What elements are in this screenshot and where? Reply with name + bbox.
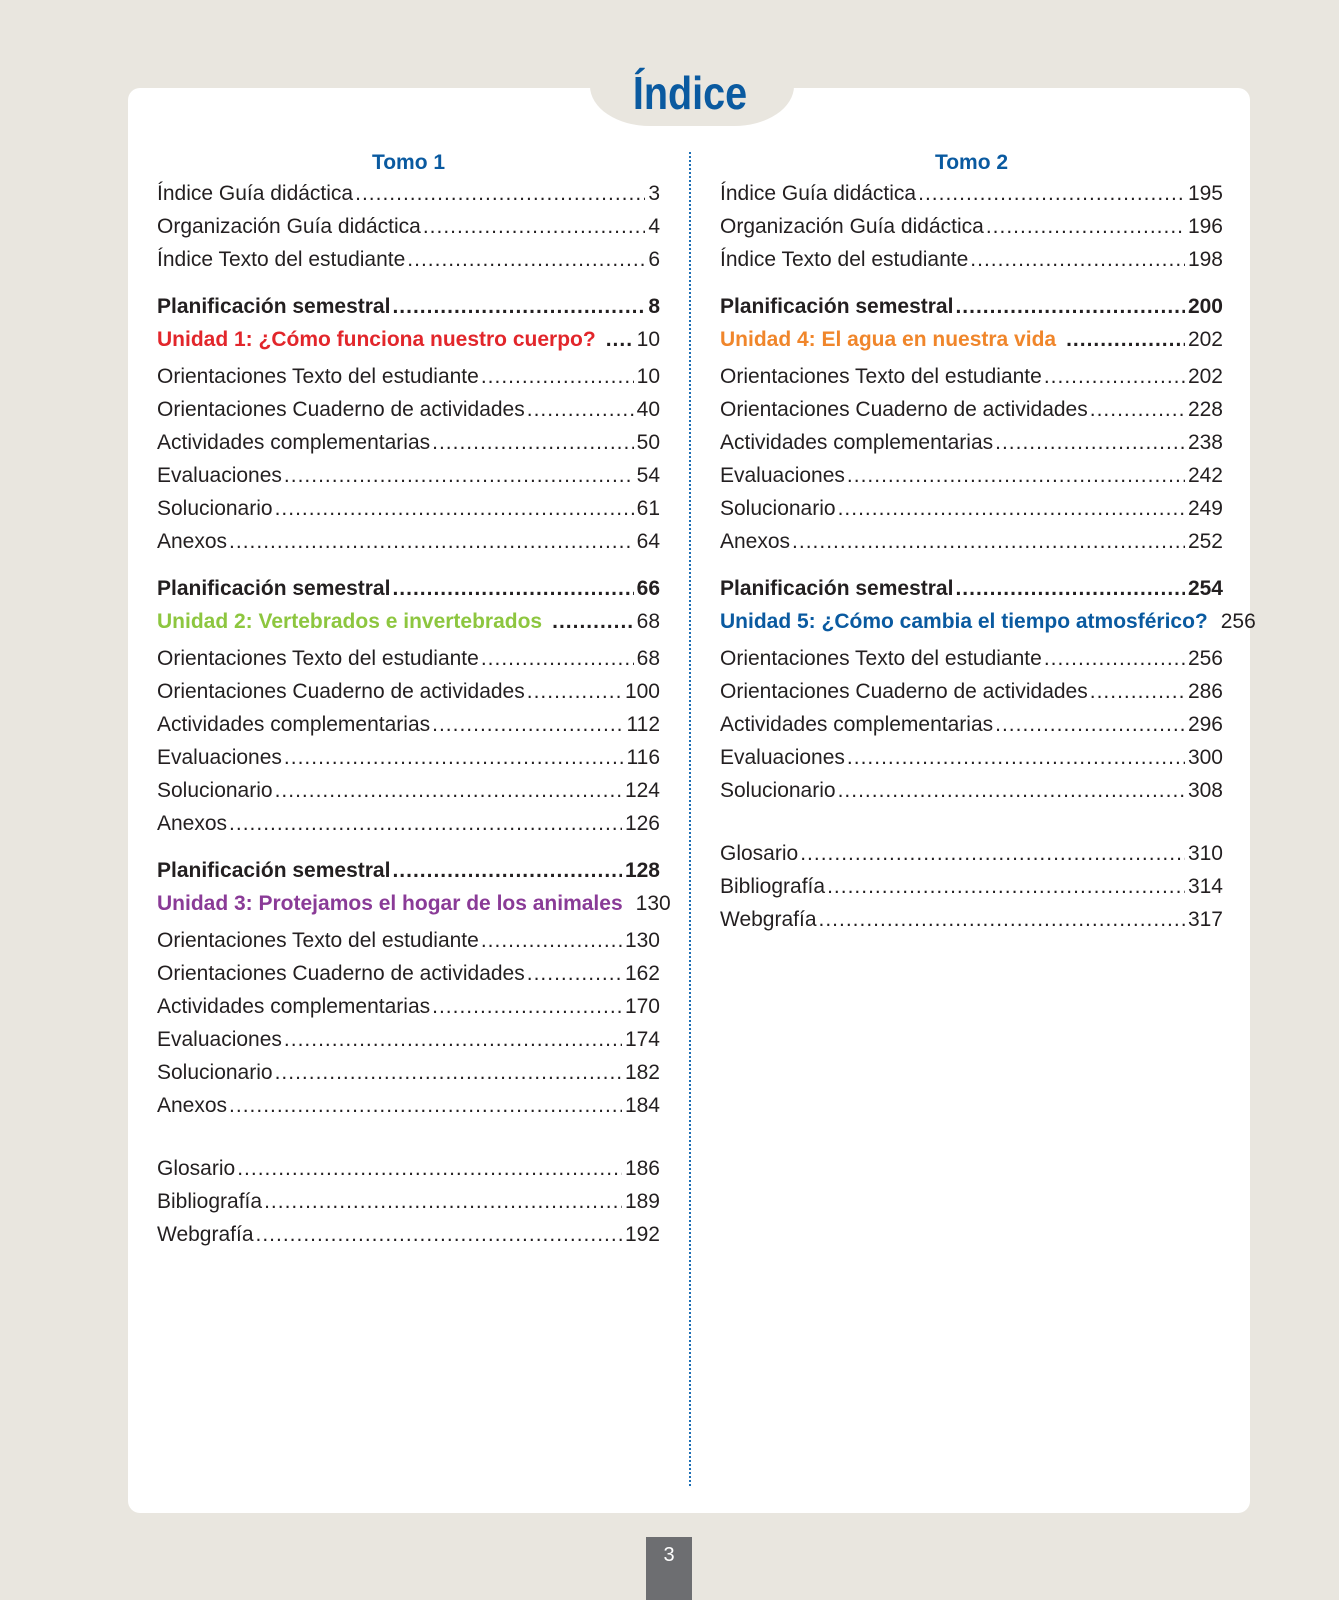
entry-label: Actividades complementarias: [720, 713, 994, 736]
spacer: [720, 281, 1223, 295]
entry-label: Actividades complementarias: [157, 431, 431, 454]
dot-leader: [392, 295, 645, 319]
toc-entry-intro[interactable]: [720, 215, 1223, 248]
entry-page-number: 296: [1187, 713, 1223, 736]
entry-label: Orientaciones Texto del estudiante: [157, 929, 479, 952]
entry-page-number: 64: [636, 530, 660, 553]
dot-leader: [264, 1190, 622, 1214]
toc-entry-appendix[interactable]: [157, 1223, 660, 1256]
entry-label: Orientaciones Cuaderno de actividades: [720, 680, 1088, 703]
entry-page-number: 252: [1187, 530, 1223, 553]
dot-leader: [237, 1157, 622, 1181]
entry-page-number: 300: [1187, 746, 1223, 769]
entry-page-number: 195: [1187, 182, 1223, 205]
entry-label: Evaluaciones: [720, 464, 845, 487]
tomo-1-column: [157, 148, 671, 1256]
toc-entry-appendix[interactable]: [157, 1157, 660, 1190]
toc-entry-section[interactable]: [157, 1028, 660, 1061]
toc-entry-planificacion[interactable]: [720, 295, 1223, 328]
entry-label: Planificación semestral: [720, 295, 954, 318]
entry-page-number: 184: [624, 1094, 660, 1117]
entry-label: Orientaciones Cuaderno de actividades: [157, 398, 525, 421]
entry-page-number: 126: [624, 812, 660, 835]
toc-entry-planificacion[interactable]: [720, 577, 1223, 610]
entry-page-number: 68: [636, 647, 660, 670]
entry-label: Bibliografía: [157, 1190, 263, 1213]
toc-entry-section[interactable]: [157, 497, 660, 530]
toc-entries: [720, 182, 1256, 941]
entry-page-number: 249: [1187, 497, 1223, 520]
entry-label: Anexos: [720, 530, 791, 553]
entry-page-number: 116: [626, 746, 660, 769]
entry-label: Actividades complementarias: [157, 713, 431, 736]
spacer: [157, 1127, 660, 1157]
dot-leader: [995, 713, 1185, 737]
dot-leader: [1090, 680, 1185, 704]
entry-page-number: 228: [1187, 398, 1223, 421]
entry-label: Webgrafía: [157, 1223, 254, 1246]
spacer: [720, 563, 1223, 577]
spacer: [720, 812, 1223, 842]
toc-entry-section[interactable]: [157, 431, 660, 464]
entry-page-number: 10: [636, 328, 660, 351]
entry-label: Unidad 3: Protejamos el hogar de los animales: [157, 892, 623, 915]
entry-page-number: 66: [636, 577, 660, 600]
entry-page-number: 256: [1220, 610, 1256, 633]
dot-leader: [838, 779, 1185, 803]
dot-leader: [955, 295, 1185, 319]
toc-entry-section[interactable]: [720, 680, 1223, 713]
entry-label: Índice Guía didáctica: [720, 182, 917, 205]
dot-leader: [275, 779, 622, 803]
entry-page-number: 100: [624, 680, 660, 703]
entry-page-number: 170: [624, 995, 660, 1018]
entry-label: Planificación semestral: [157, 859, 391, 882]
toc-entry-section[interactable]: [720, 497, 1223, 530]
entry-page-number: 3: [648, 182, 660, 205]
entry-page-number: 310: [1187, 842, 1223, 865]
entry-label: Bibliografía: [720, 875, 826, 898]
entry-label: Organización Guía didáctica: [157, 215, 421, 238]
entry-label: Actividades complementarias: [157, 995, 431, 1018]
dot-leader: [847, 746, 1185, 770]
entry-label: Anexos: [157, 812, 228, 835]
dot-leader: [1044, 365, 1185, 389]
entry-page-number: 286: [1187, 680, 1223, 703]
entry-page-number: 254: [1187, 577, 1223, 600]
dot-leader: [527, 962, 622, 986]
entry-page-number: 174: [624, 1028, 660, 1051]
toc-entry-appendix[interactable]: [720, 842, 1223, 875]
toc-entry-section[interactable]: [720, 365, 1223, 398]
toc-entry-unit-title[interactable]: [157, 610, 660, 643]
toc-entry-section[interactable]: [157, 713, 660, 746]
dot-leader: [970, 248, 1185, 272]
entry-label: Anexos: [157, 1094, 228, 1117]
dot-leader: [552, 610, 634, 634]
toc-entry-appendix[interactable]: [157, 1190, 660, 1223]
toc-entry-intro[interactable]: [157, 248, 660, 281]
toc-entry-section[interactable]: [720, 746, 1223, 779]
dot-leader: [792, 530, 1185, 554]
entry-page-number: 238: [1187, 431, 1223, 454]
entry-page-number: 196: [1187, 215, 1223, 238]
dot-leader: [229, 1094, 622, 1118]
dot-leader: [819, 908, 1185, 932]
toc-entry-section[interactable]: [157, 464, 660, 497]
entry-page-number: 186: [624, 1157, 660, 1180]
dot-leader: [229, 812, 622, 836]
entry-page-number: 40: [636, 398, 660, 421]
entry-page-number: 242: [1187, 464, 1223, 487]
entry-page-number: 198: [1187, 248, 1223, 271]
dot-leader: [800, 842, 1185, 866]
tomo-2-column: [720, 148, 1256, 941]
toc-entry-section[interactable]: [720, 530, 1223, 563]
dot-leader: [355, 182, 645, 206]
entry-label: Planificación semestral: [157, 295, 391, 318]
toc-entry-section[interactable]: [157, 365, 660, 398]
entry-label: Glosario: [157, 1157, 236, 1180]
column-divider: [689, 152, 691, 1486]
entry-page-number: 124: [624, 779, 660, 802]
toc-entry-section[interactable]: [720, 647, 1223, 680]
entry-page-number: 200: [1187, 295, 1223, 318]
entry-label: Glosario: [720, 842, 799, 865]
toc-entry-section[interactable]: [157, 779, 660, 812]
dot-leader: [284, 1028, 622, 1052]
toc-entry-section[interactable]: [720, 464, 1223, 497]
entry-page-number: 10: [636, 365, 660, 388]
page-number: 3: [646, 1537, 692, 1600]
toc-entry-section[interactable]: [157, 1061, 660, 1094]
entry-label: Planificación semestral: [157, 577, 391, 600]
toc-entry-section[interactable]: [720, 713, 1223, 746]
dot-leader: [918, 182, 1185, 206]
entry-label: Webgrafía: [720, 908, 817, 931]
dot-leader: [1066, 328, 1185, 352]
entry-page-number: 182: [624, 1061, 660, 1084]
dot-leader: [1090, 398, 1185, 422]
dot-leader: [527, 680, 622, 704]
dot-leader: [423, 215, 646, 239]
dot-leader: [847, 464, 1185, 488]
toc-entry-section[interactable]: [157, 929, 660, 962]
dot-leader: [986, 215, 1185, 239]
toc-entry-planificacion[interactable]: [157, 295, 660, 328]
entry-page-number: 50: [636, 431, 660, 454]
page-title: Índice: [632, 67, 748, 119]
entry-label: Índice Texto del estudiante: [157, 248, 406, 271]
dot-leader: [1044, 647, 1185, 671]
entry-page-number: 61: [636, 497, 660, 520]
entry-label: Índice Guía didáctica: [157, 182, 354, 205]
toc-entry-section[interactable]: [157, 398, 660, 431]
entry-page-number: 6: [648, 248, 660, 271]
dot-leader: [432, 995, 622, 1019]
entry-page-number: 68: [636, 610, 660, 633]
dot-leader: [481, 365, 634, 389]
dot-leader: [481, 647, 634, 671]
dot-leader: [275, 497, 634, 521]
tomo-heading: Tomo 1: [371, 151, 446, 174]
toc-entry-section[interactable]: [157, 530, 660, 563]
entry-label: Anexos: [157, 530, 228, 553]
toc-entry-unit-title[interactable]: [157, 328, 660, 361]
entry-label: Orientaciones Texto del estudiante: [720, 365, 1042, 388]
dot-leader: [827, 875, 1185, 899]
entry-page-number: 308: [1187, 779, 1223, 802]
entry-page-number: 314: [1187, 875, 1223, 898]
spacer: [157, 563, 660, 577]
toc-entry-section[interactable]: [720, 431, 1223, 464]
entry-page-number: 54: [636, 464, 660, 487]
entry-label: Evaluaciones: [157, 1028, 282, 1051]
entry-label: Solucionario: [157, 779, 273, 802]
entry-page-number: 4: [648, 215, 660, 238]
dot-leader: [995, 431, 1185, 455]
toc-entry-section[interactable]: [157, 746, 660, 779]
toc-entry-unit-title[interactable]: [720, 328, 1223, 361]
entry-label: Evaluaciones: [720, 746, 845, 769]
entry-page-number: 317: [1187, 908, 1223, 931]
entry-page-number: 128: [624, 859, 660, 882]
toc-entry-unit-title[interactable]: [720, 610, 1256, 643]
entry-page-number: 130: [624, 929, 660, 952]
toc-entry-section[interactable]: [157, 680, 660, 713]
entry-label: Evaluaciones: [157, 746, 282, 769]
entry-label: Orientaciones Texto del estudiante: [157, 647, 479, 670]
entry-label: Índice Texto del estudiante: [720, 248, 969, 271]
toc-entry-appendix[interactable]: [720, 908, 1223, 941]
toc-entry-section[interactable]: [157, 995, 660, 1028]
toc-entries: [157, 182, 671, 1256]
toc-entry-intro[interactable]: [720, 182, 1223, 215]
dot-leader: [275, 1061, 622, 1085]
entry-page-number: 202: [1187, 328, 1223, 351]
dot-leader: [606, 328, 634, 352]
dot-leader: [284, 746, 624, 770]
toc-entry-section[interactable]: [157, 962, 660, 995]
dot-leader: [392, 577, 633, 601]
entry-label: Orientaciones Cuaderno de actividades: [720, 398, 1088, 421]
dot-leader: [284, 464, 634, 488]
dot-leader: [527, 398, 634, 422]
toc-entry-section[interactable]: [157, 1094, 660, 1127]
entry-label: Solucionario: [720, 779, 836, 802]
dot-leader: [229, 530, 634, 554]
dot-leader: [432, 713, 623, 737]
entry-label: Evaluaciones: [157, 464, 282, 487]
toc-entry-intro[interactable]: [157, 182, 660, 215]
entry-label: Planificación semestral: [720, 577, 954, 600]
dot-leader: [432, 431, 634, 455]
toc-entry-section[interactable]: [720, 398, 1223, 431]
spacer: [157, 281, 660, 295]
entry-page-number: 112: [626, 713, 660, 736]
entry-page-number: 8: [648, 295, 660, 318]
entry-label: Solucionario: [720, 497, 836, 520]
entry-label: Orientaciones Cuaderno de actividades: [157, 680, 525, 703]
entry-label: Solucionario: [157, 1061, 273, 1084]
toc-entry-appendix[interactable]: [720, 875, 1223, 908]
dot-leader: [392, 859, 622, 883]
toc-entry-intro[interactable]: [157, 215, 660, 248]
entry-label: Actividades complementarias: [720, 431, 994, 454]
toc-entry-unit-title[interactable]: [157, 892, 671, 925]
entry-label: Orientaciones Texto del estudiante: [157, 365, 479, 388]
entry-label: Unidad 2: Vertebrados e invertebrados: [157, 610, 543, 633]
toc-entry-section[interactable]: [157, 647, 660, 680]
entry-label: Orientaciones Cuaderno de actividades: [157, 962, 525, 985]
tomo-heading: Tomo 2: [934, 151, 1009, 174]
spacer: [157, 845, 660, 859]
entry-page-number: 256: [1187, 647, 1223, 670]
toc-entry-planificacion[interactable]: [157, 577, 660, 610]
entry-label: Organización Guía didáctica: [720, 215, 984, 238]
entry-page-number: 189: [624, 1190, 660, 1213]
entry-label: Unidad 5: ¿Cómo cambia el tiempo atmosférico?: [720, 610, 1208, 633]
entry-page-number: 202: [1187, 365, 1223, 388]
dot-leader: [256, 1223, 622, 1247]
toc-entry-intro[interactable]: [720, 248, 1223, 281]
entry-label: Unidad 1: ¿Cómo funciona nuestro cuerpo?: [157, 328, 596, 351]
dot-leader: [407, 248, 645, 272]
entry-page-number: 162: [624, 962, 660, 985]
entry-page-number: 130: [635, 892, 671, 915]
entry-label: Unidad 4: El agua en nuestra vida: [720, 328, 1057, 351]
dot-leader: [838, 497, 1185, 521]
toc-entry-planificacion[interactable]: [157, 859, 660, 892]
toc-entry-section[interactable]: [157, 812, 660, 845]
entry-page-number: 192: [624, 1223, 660, 1246]
toc-entry-section[interactable]: [720, 779, 1223, 812]
entry-label: Orientaciones Texto del estudiante: [720, 647, 1042, 670]
dot-leader: [955, 577, 1185, 601]
dot-leader: [481, 929, 622, 953]
entry-label: Solucionario: [157, 497, 273, 520]
